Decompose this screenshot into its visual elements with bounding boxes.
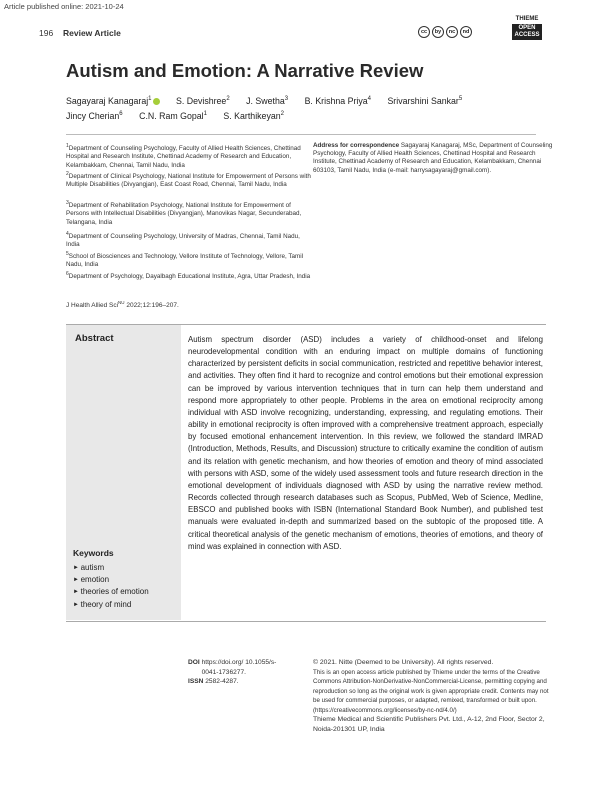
- affiliation: $^6$Department of Psychology, Dayalbagh Educational Institute, Agra, Uttar Pradesh, India: [66, 271, 311, 281]
- publication-date: Article published online: 2021-10-24: [4, 2, 124, 11]
- affiliation: $^4$Department of Counseling Psychology, University of Madras, Chennai, Tamil Nadu, India: [66, 231, 300, 249]
- author[interactable]: S. Karthikeyan$^2$: [223, 111, 284, 121]
- author[interactable]: J. Swetha$^3$: [246, 96, 289, 106]
- keyword-item[interactable]: ► emotion: [73, 574, 149, 586]
- keyword-item[interactable]: ► theory of mind: [73, 599, 149, 611]
- author[interactable]: B. Krishna Priya$^4$: [304, 96, 371, 106]
- cc-nd-icon: nd: [460, 26, 472, 38]
- affiliation: $^5$School of Biosciences and Technology, Vellore Institute of Technology, Vellore, Tamil Nadu, India: [66, 251, 304, 269]
- doi-link[interactable]: https://doi.org/ 10.1055/s-0041-1736277.: [201, 659, 277, 676]
- correspondence-text: Sagayaraj Kanagaraj, MSc, Department of Counseling Psychology, Faculty of Allied Health Sciences, Chettinad Hospital and Research Institute, Chettinad Academy of Research and Education, Kelambakkam, Chennai 603103, Tamil Nadu, India (e-mail: harrysagayaraj@gmail.com).: [313, 142, 553, 174]
- issn-value: 2582-4287.: [205, 678, 239, 685]
- publisher-address: Thieme Medical and Scientific Publishers Pvt. Ltd., A-12, 2nd Floor, Sector 2, Noida-201301 UP, India: [313, 716, 545, 733]
- cc-license-icons[interactable]: [418, 26, 472, 38]
- keywords-heading: Keywords: [73, 548, 114, 558]
- cc-icon: cc: [418, 26, 430, 38]
- keywords-list: [73, 562, 149, 611]
- author[interactable]: C.N. Ram Gopal$^1$: [139, 111, 207, 121]
- cc-by-icon: by: [432, 26, 444, 38]
- affiliation: $^3$Department of Rehabilitation Psychology, National Institute for Empowerment of Persons with Intellectual Disabilities (Divyangjan), Manovikas Nagar, Secunderabad, Telangana, India: [66, 200, 302, 226]
- authors-line-1: [66, 96, 476, 106]
- license-block: [313, 658, 553, 734]
- logo-top-text: THIEME: [515, 16, 539, 22]
- correspondence-address: [313, 142, 553, 175]
- section-label: Review Article: [63, 28, 121, 38]
- cc-nc-icon: nc: [446, 26, 458, 38]
- authors-line-2: [66, 111, 298, 121]
- article-title: Autism and Emotion: A Narrative Review: [66, 60, 424, 81]
- license-text[interactable]: This is an open access article published by Thieme under the terms of the Creative Commons Attribution-NonDerivative-NonCommercial-License, permitting copying and reproduction so long as the original work is given appropriate credit. Contents may not be used for commercial purposes, or adapted, remixed, transformed or built upon. (https://creativecommons.org/licenses/by-nc-nd/4.0/): [313, 668, 549, 714]
- abstract-text: Autism spectrum disorder (ASD) includes a variety of childhood-onset and lifelong neurodevelopmental condition with an enduring impact on multiple domains of functioning characterized by persistent deficits in social communication, restricted and repetitive behavior interest, and activities. They often find it hard to recognize and control emotions but their emotional expression can be improved by various intervention techniques that in turn can help them understand and respond more appropriately to other people. Problems in the area on emotional reciprocity among individual with ASD involve recognizing, understanding, expressing, and regulating emotions. Their ability in emotional reciprocity is often improved with a comprehensive treatment approach, especially by focused emotional enhancement intervention. In this review, we followed the standard IMRAD (Introduction, Methods, Results, and Discussion) structure to critically examine the condition of autism and its relation with genetic mechanism, and how theories of emotion and theory of mind associated with persons with ASD, some of the widely used assessment tools and future research direction in the emotional development of individuals diagnosed with ASD by using the narrative review method. Records collected through research databases such as Scopus, PubMed, Web of Science, Medline, EBSCO and published books with ISBN (International Standard Book Number), and published test manuals were evaluated in-depth and summarized based on the subtopic of the proposed title. A critical theoretical analysis of the genetic mechanism of emotions, theories of emotions, and theory of mind was explained in connection with ASD.: [188, 335, 543, 551]
- page-number: 196: [39, 28, 54, 38]
- author[interactable]: Srivarshini Sankar$^5$: [387, 96, 463, 106]
- keyword-item[interactable]: ► autism: [73, 562, 149, 574]
- affiliation: $^2$Department of Clinical Psychology, National Institute for Empowerment of Persons with Multiple Disabilities (Divyangjan), East Coast Road, Chennai, Tamil Nadu, India: [66, 171, 311, 189]
- keyword-item[interactable]: ► theories of emotion: [73, 586, 149, 598]
- correspondence-label: Address for correspondence: [313, 142, 400, 149]
- orcid-icon[interactable]: [153, 98, 160, 105]
- divider: [66, 134, 536, 135]
- logo-badge-line2: ACCESS: [514, 32, 540, 38]
- abstract-heading: Abstract: [75, 333, 114, 344]
- copyright-line: © 2021. Nitte (Deemed to be University). All rights reserved.: [313, 659, 494, 666]
- thieme-open-access-logo: [512, 16, 542, 40]
- doi-block: DOI https://doi.org/ 10.1055/s-0041-1736277. ISSN 2582-4287.: [188, 658, 284, 687]
- author[interactable]: Sagayaraj Kanagaraj$^1$: [66, 96, 160, 106]
- affiliation: $^1$Department of Counseling Psychology, Faculty of Allied Health Sciences, Chettinad Hospital and Research Institute, Chettinad Academy of Research and Education, Kelambakkam, Chennai, Tamil Nadu, India: [66, 143, 301, 169]
- logo-badge-line1: OPEN: [518, 25, 536, 31]
- logo-badge: [512, 24, 542, 40]
- citation: J Health Allied Sci$^{NU}$ 2022;12:196–207.: [66, 300, 179, 310]
- author[interactable]: S. Devishree$^2$: [175, 96, 230, 106]
- author[interactable]: Jincy Cherian$^6$: [66, 111, 123, 121]
